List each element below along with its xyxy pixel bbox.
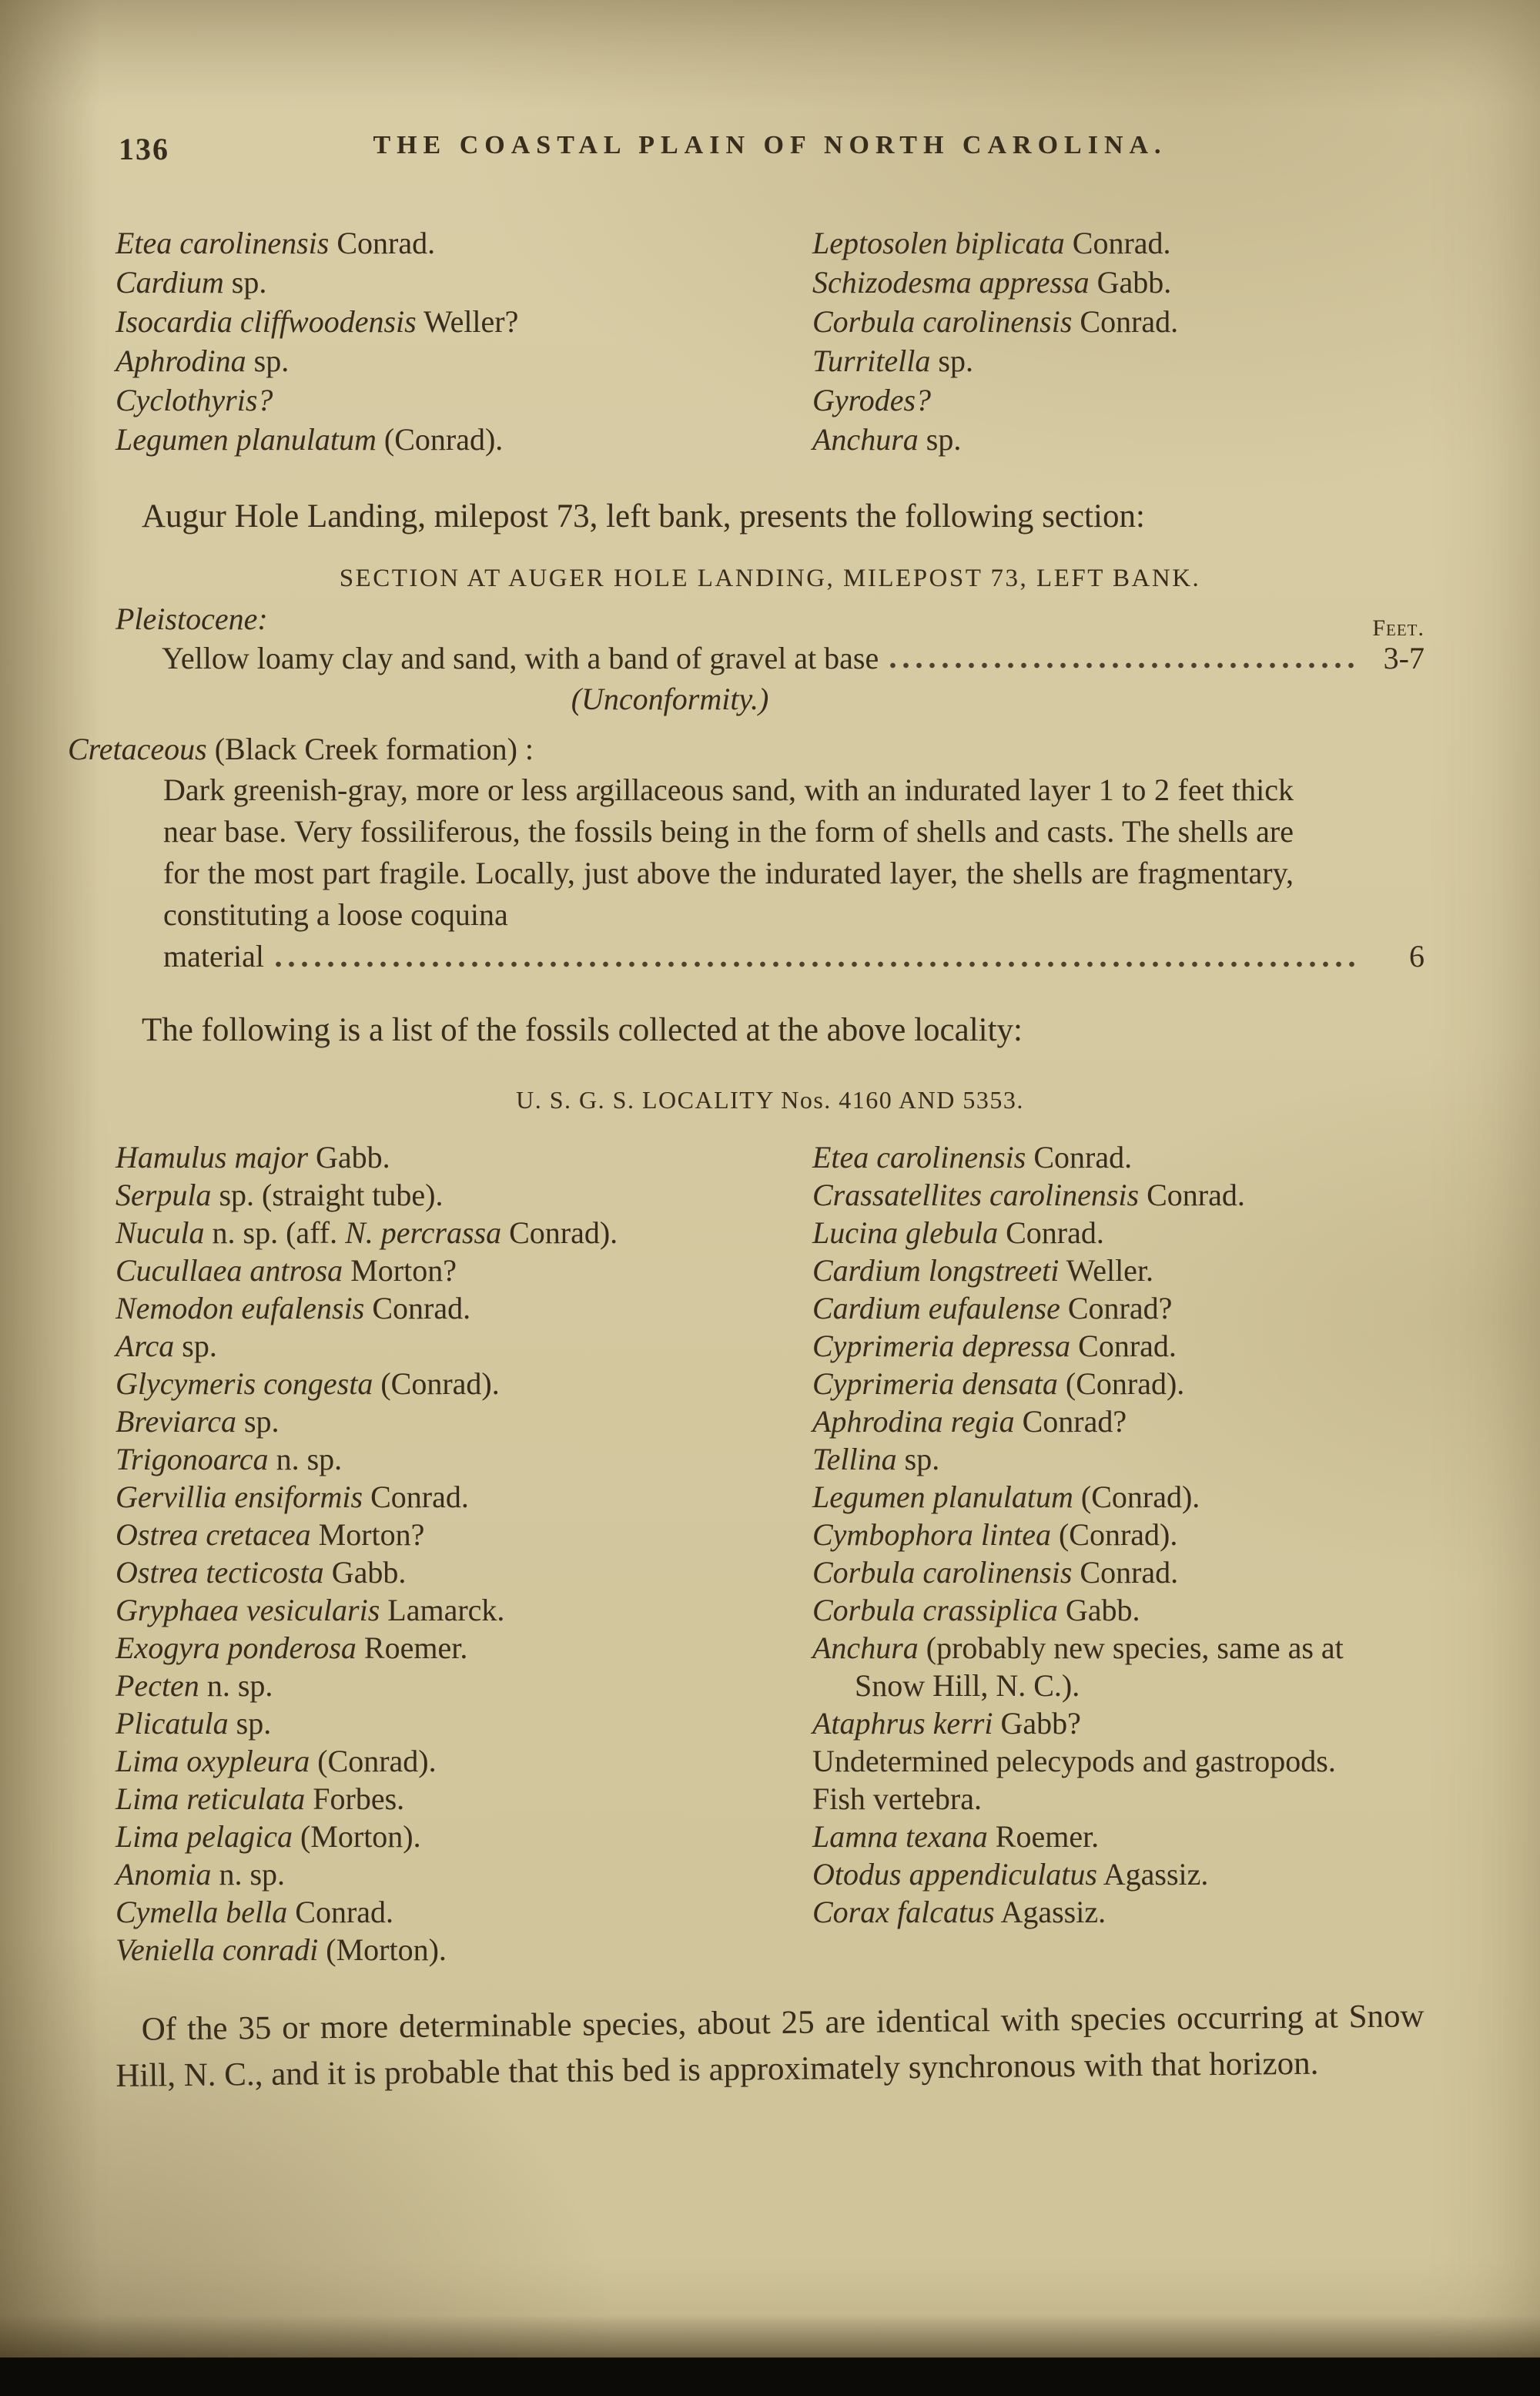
species-name: Otodus appendiculatus <box>812 1857 1097 1892</box>
section-entry-pleistocene <box>116 638 1424 679</box>
species-name: Veniella conradi <box>116 1932 319 1967</box>
species-name: Cymella bella <box>116 1895 288 1929</box>
section-heading: SECTION AT AUGER HOLE LANDING, MILEPOST 73, LEFT BANK. <box>339 565 1201 592</box>
species-author: Conrad. <box>998 1215 1104 1250</box>
pleistocene-label: Pleistocene: <box>116 602 268 636</box>
species-author: Fish vertebra. <box>812 1781 982 1816</box>
species-author: Lamarck. <box>380 1593 505 1627</box>
species-item <box>812 1629 1424 1704</box>
species-item <box>116 380 812 420</box>
species-name: Gyrodes? <box>812 383 932 417</box>
locality-heading: U. S. G. S. LOCALITY Nos. 4160 AND 5353. <box>516 1086 1024 1114</box>
species-item <box>812 1478 1424 1516</box>
species-item <box>116 302 812 341</box>
species-item <box>812 1327 1424 1365</box>
species-name: Tellina <box>812 1442 897 1476</box>
species-item <box>116 1176 812 1214</box>
species-name: Corbula carolinensis <box>812 1555 1073 1590</box>
species-author: Conrad. <box>287 1895 394 1929</box>
species-author: n. sp. (aff. <box>204 1215 346 1250</box>
species-name: Cardium <box>116 265 224 300</box>
species-name: Corbula crassiplica <box>812 1593 1058 1627</box>
feet-column-label: Feet. <box>1372 615 1424 641</box>
species-author: n. sp. <box>199 1668 273 1703</box>
species-author: Agassiz. <box>1096 1857 1209 1892</box>
species-item <box>116 1440 812 1478</box>
species-author: (Morton). <box>318 1932 447 1967</box>
species-name: Aphrodina <box>116 343 246 378</box>
species-item <box>812 1591 1424 1629</box>
page-number: 136 <box>119 132 169 166</box>
fossil-list-intro: The following is a list of the fossils collected at the above locality: <box>142 1012 1023 1048</box>
species-item <box>116 1478 812 1516</box>
measured-section <box>68 561 1424 977</box>
species-name: Exogyra ponderosa <box>116 1630 357 1665</box>
species-list-top-right <box>812 223 1424 459</box>
species-author: Morton? <box>310 1517 425 1552</box>
species-name: Ostrea tecticosta <box>116 1555 324 1590</box>
species-item <box>812 341 1424 380</box>
species-item <box>812 1176 1424 1214</box>
species-name: Cucullaea antrosa <box>116 1253 343 1288</box>
species-author: Weller. <box>1059 1253 1154 1288</box>
species-item <box>116 1742 812 1780</box>
intro-paragraph: Augur Hole Landing, milepost 73, left bank, presents the following section: <box>142 498 1145 534</box>
section-entry-cretaceous-text: Dark greenish-gray, more or less argillaceous sand, with an indurated layer 1 to 2 feet thick near base. Very fossiliferous, the fossils being in the form of shells and casts. The shells are for the most part fragile. Locally, just above the indurated layer, the shells are fragmentary, constituting a loose coquina <box>163 772 1294 932</box>
species-name: Legumen planulatum <box>812 1479 1073 1514</box>
species-name: Lamna texana <box>812 1819 988 1854</box>
species-author: Gabb. <box>1057 1593 1140 1627</box>
species-author: Weller? <box>416 304 519 339</box>
species-item <box>812 1402 1424 1440</box>
species-name: Hamulus major <box>116 1140 309 1175</box>
species-item <box>812 1516 1424 1553</box>
species-author: sp. <box>228 1706 272 1741</box>
species-item <box>812 1704 1424 1742</box>
closing-paragraph: Of the 35 or more determinable species, about 25 are identical with species occurring at Snow Hill, N. C., and it is probable that this bed is approximately synchronous with that horizon. <box>116 1998 1424 2094</box>
species-item <box>116 1818 812 1855</box>
species-item <box>812 223 1424 263</box>
species-item <box>116 1629 812 1667</box>
species-name: Turritella <box>812 343 931 378</box>
species-name: Leptosolen biplicata <box>812 226 1065 260</box>
species-item <box>812 1742 1424 1780</box>
species-item <box>116 1780 812 1818</box>
species-name: Gryphaea vesicularis <box>116 1593 380 1627</box>
species-name: Nucula <box>116 1215 205 1250</box>
species-item <box>812 1252 1424 1289</box>
page-header <box>116 131 1424 168</box>
species-author: (probably new species, same as at Snow Hill, N. C.). <box>855 1630 1344 1703</box>
species-item <box>812 1214 1424 1252</box>
species-list-top <box>116 223 1424 459</box>
species-name: Breviarca <box>116 1404 236 1439</box>
running-head: THE COASTAL PLAIN OF NORTH CAROLINA. <box>373 131 1167 159</box>
species-name: N. percrassa <box>345 1215 502 1250</box>
species-name: Crassatellites carolinensis <box>812 1178 1140 1212</box>
species-list-top-left <box>116 223 812 459</box>
species-name: Cymbophora lintea <box>812 1517 1051 1552</box>
species-author: (Conrad). <box>376 422 504 457</box>
species-author: Conrad? <box>1060 1291 1173 1325</box>
species-author: Forbes. <box>305 1781 405 1816</box>
species-author: sp. <box>236 1404 280 1439</box>
species-item <box>116 223 812 263</box>
species-item <box>116 1214 812 1252</box>
entry-text: Yellow loamy clay and sand, with a band of gravel at base <box>162 641 879 675</box>
entry-last-word: material <box>163 939 265 973</box>
species-name: Cyprimeria depressa <box>812 1329 1071 1363</box>
entry-feet-value: 3-7 <box>1383 641 1424 675</box>
species-name: Anomia <box>116 1857 212 1892</box>
species-name: Gervillia ensiformis <box>116 1479 363 1514</box>
species-item <box>812 420 1424 459</box>
species-author: Conrad. <box>1139 1178 1245 1212</box>
species-name: Serpula <box>116 1178 212 1212</box>
species-name: Ostrea cretacea <box>116 1517 311 1552</box>
species-item <box>812 1440 1424 1478</box>
species-name: Anchura <box>812 1630 919 1665</box>
species-item <box>116 1591 812 1629</box>
species-author: Roemer. <box>356 1630 468 1665</box>
cretaceous-label-row <box>68 729 1424 769</box>
species-item <box>812 1893 1424 1931</box>
species-author: Agassiz. <box>994 1895 1106 1929</box>
unconformity-note: (Unconformity.) <box>571 682 769 716</box>
species-author: Conrad. <box>1072 304 1179 339</box>
species-author: Conrad. <box>329 226 436 260</box>
species-author: Gabb. <box>308 1140 390 1175</box>
species-name: Isocardia cliffwoodensis <box>116 304 417 339</box>
species-name: Lima pelagica <box>116 1819 293 1854</box>
dot-leader <box>272 936 1355 977</box>
species-item <box>116 1327 812 1365</box>
species-item <box>812 1138 1424 1176</box>
species-name: Corax falcatus <box>812 1895 995 1929</box>
species-item <box>812 380 1424 420</box>
species-author: Gabb? <box>993 1706 1081 1741</box>
species-author: Undetermined pelecypods and gastropods. <box>812 1744 1336 1778</box>
species-name: Nemodon eufalensis <box>116 1291 365 1325</box>
species-item <box>812 1780 1424 1818</box>
species-name: Arca <box>116 1329 175 1363</box>
species-name: Cyclothyris? <box>116 383 273 417</box>
species-name: Pecten <box>116 1668 199 1703</box>
species-name: Trigonoarca <box>116 1442 269 1476</box>
species-item <box>116 1402 812 1440</box>
species-author: Conrad. <box>1064 226 1171 260</box>
species-author: Conrad. <box>1072 1555 1179 1590</box>
species-item <box>812 1818 1424 1855</box>
species-item <box>116 1855 812 1893</box>
species-name: Corbula carolinensis <box>812 304 1073 339</box>
species-item <box>116 1516 812 1553</box>
species-author: Conrad? <box>1014 1404 1127 1439</box>
species-author: (Conrad). <box>310 1744 437 1778</box>
species-author: Conrad. <box>1026 1140 1133 1175</box>
species-author: Gabb. <box>1089 265 1172 300</box>
species-name: Cardium longstreeti <box>812 1253 1060 1288</box>
species-item <box>116 1365 812 1402</box>
species-author: sp. <box>246 343 290 378</box>
species-item <box>116 1704 812 1742</box>
cretaceous-label-suffix: (Black Creek formation) : <box>206 732 534 766</box>
species-item <box>812 1289 1424 1327</box>
species-item <box>116 1667 812 1704</box>
species-item <box>116 263 812 302</box>
species-author: Conrad). <box>501 1215 618 1250</box>
species-author: sp. <box>896 1442 940 1476</box>
species-name: Lima reticulata <box>116 1781 306 1816</box>
species-item <box>116 1893 812 1931</box>
section-entry-cretaceous-last-line <box>163 936 1424 977</box>
species-item <box>116 1931 812 1969</box>
species-author: (Conrad). <box>1073 1479 1200 1514</box>
species-author: n. sp. <box>268 1442 343 1476</box>
species-name: Glycymeris congesta <box>116 1366 373 1401</box>
species-name: Plicatula <box>116 1706 229 1741</box>
species-name: Aphrodina regia <box>812 1404 1015 1439</box>
fossil-list-left-column <box>116 1138 812 1969</box>
species-name: Schizodesma appressa <box>812 265 1090 300</box>
species-author: (Conrad). <box>1050 1517 1178 1552</box>
species-item <box>116 420 812 459</box>
entry-feet-value: 6 <box>1409 939 1424 973</box>
species-item <box>812 302 1424 341</box>
species-name: Legumen planulatum <box>116 422 377 457</box>
species-item <box>812 263 1424 302</box>
species-author: Conrad. <box>1070 1329 1177 1363</box>
species-name: Ataphrus kerri <box>812 1706 993 1741</box>
species-author: sp. <box>174 1329 217 1363</box>
species-item <box>116 1289 812 1327</box>
species-author: Roemer. <box>987 1819 1100 1854</box>
scan-edge-strip <box>0 2357 1540 2396</box>
species-name: Etea carolinensis <box>116 226 330 260</box>
pleistocene-row <box>116 600 1424 641</box>
species-name: Lucina glebula <box>812 1215 999 1250</box>
species-item <box>812 1553 1424 1591</box>
species-name: Lima oxypleura <box>116 1744 310 1778</box>
species-name: Etea carolinensis <box>812 1140 1026 1175</box>
species-author: Conrad. <box>364 1291 471 1325</box>
fossil-list-right-column <box>812 1138 1424 1931</box>
species-item <box>812 1365 1424 1402</box>
species-name: Cardium eufaulense <box>812 1291 1060 1325</box>
species-author: (Conrad). <box>373 1366 500 1401</box>
species-name: Cyprimeria densata <box>812 1366 1058 1401</box>
fossil-list <box>116 1138 1424 1969</box>
species-item <box>116 1252 812 1289</box>
cretaceous-label: Cretaceous <box>68 732 207 766</box>
species-item <box>116 341 812 380</box>
species-name: Anchura <box>812 422 919 457</box>
species-author: Morton? <box>343 1253 457 1288</box>
species-author: Gabb. <box>323 1555 407 1590</box>
page-bottom-shadow <box>0 2315 1540 2357</box>
species-author: Conrad. <box>363 1479 469 1514</box>
species-author: (Conrad). <box>1057 1366 1185 1401</box>
species-author: sp. <box>223 265 267 300</box>
dot-leader <box>886 638 1355 679</box>
species-author: n. sp. <box>211 1857 286 1892</box>
species-author: (Morton). <box>292 1819 421 1854</box>
species-author: sp. <box>930 343 973 378</box>
species-item <box>812 1855 1424 1893</box>
species-author: sp. <box>918 422 962 457</box>
species-item <box>116 1138 812 1176</box>
species-author: sp. (straight tube). <box>211 1178 444 1212</box>
species-item <box>116 1553 812 1591</box>
